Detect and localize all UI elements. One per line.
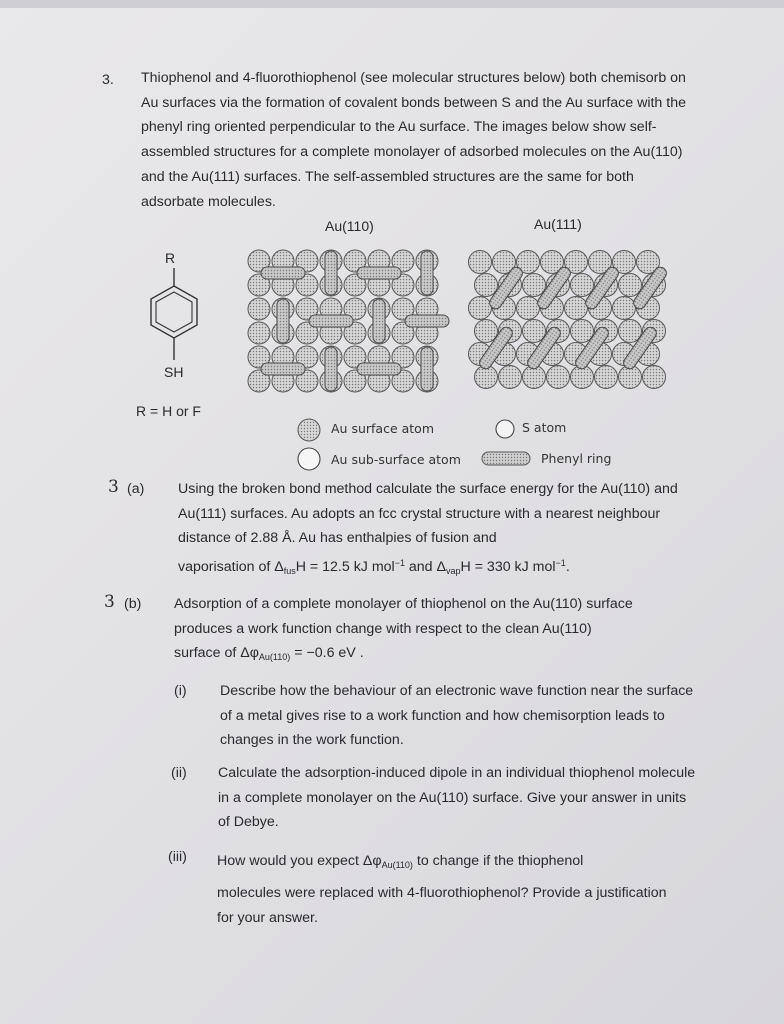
- sub-part-ii-text: Calculate the adsorption-induced dipole in an individual thiophenol molecule in a complete monolayer on the Au(110) surface. Give your answer in units of Debye.: [218, 765, 696, 831]
- phenyl-ring-icon: [480, 450, 532, 468]
- part-b-handwritten-mark: 3: [104, 592, 115, 612]
- label-au111: Au(111): [534, 216, 582, 232]
- au-surface-atom-texture: [547, 366, 570, 389]
- phenyl-ring-texture: [309, 315, 353, 327]
- au-subsurface-atom-icon: [297, 447, 321, 471]
- sub-part-iii: [168, 845, 688, 935]
- question-intro: Thiophenol and 4-fluorothiophenol (see molecular structures below) both chemisorb on Au surfaces via the formation of covalent bonds between S and the Au surface with the phenyl ring oriented perpendicular to the Au surface. The images below show self-assembled structures for a complete monolayer of adsorbed molecules on the Au(110) and the Au(111) surfaces. The self-assembled structures are the same for both adsorbate molecules.: [141, 70, 686, 210]
- au-surface-atom-texture: [517, 297, 540, 320]
- molecule-r-label: R: [165, 250, 176, 266]
- au-surface-atom-texture: [475, 320, 498, 343]
- phenyl-ring-texture: [357, 267, 401, 279]
- phenyl-ring-texture: [325, 347, 337, 391]
- sub-part-ii-numeral: (ii): [171, 765, 187, 781]
- phenyl-ring-texture: [325, 251, 337, 295]
- au-surface-atom-texture: [571, 320, 594, 343]
- au-surface-atom-texture: [469, 297, 492, 320]
- au-surface-atom-texture: [571, 274, 594, 297]
- au-surface-atom-texture: [248, 322, 270, 344]
- legend-phenyl-ring: Phenyl ring: [541, 451, 612, 466]
- sub-part-ii: [171, 761, 696, 845]
- part-a-enthalpy-line: vaporisation of $\Delta_{fus}H = 12.5$ kJ mol$^{-1}$ and $\Delta_{vap}H = 330$ kJ mol$^{-1}$.: [178, 558, 570, 577]
- phenyl-ring-texture: [421, 347, 433, 391]
- au-surface-atom-texture: [475, 274, 498, 297]
- sub-part-i-numeral: (i): [174, 683, 187, 699]
- au-surface-atom-texture: [613, 297, 636, 320]
- au111-surface-diagram: [466, 248, 664, 396]
- phenyl-ring-texture: [373, 299, 385, 343]
- sub-part-i: [174, 679, 694, 763]
- au-surface-atom-texture: [619, 274, 642, 297]
- label-au110: Au(110): [325, 218, 374, 234]
- au-surface-atom-texture: [523, 320, 546, 343]
- legend-s-atom: S atom: [522, 420, 567, 435]
- legend-au-surface-atom: Au surface atom: [331, 421, 435, 436]
- molecule-sh-label: SH: [164, 364, 184, 380]
- phenyl-ring-texture: [261, 267, 305, 279]
- question-number: 3.: [102, 72, 114, 88]
- au-surface-atom-texture: [565, 297, 588, 320]
- part-b-work-function-line: surface of $\Delta\varphi_{Au(110)} = -0.6$ eV .: [174, 645, 364, 663]
- au-surface-atom-texture: [523, 274, 546, 297]
- page-top-edge: [0, 0, 784, 8]
- au-surface-atom-texture: [619, 320, 642, 343]
- au-surface-atom-texture: [643, 366, 666, 389]
- phenyl-ring-texture: [405, 315, 449, 327]
- molecule-caption: R = H or F: [136, 403, 201, 419]
- phenyl-ring-texture: [421, 251, 433, 295]
- part-b-text: Adsorption of a complete monolayer of thiophenol on the Au(110) surface produces a work function change with respect to the clean Au(110): [174, 596, 633, 637]
- part-a-label: (a): [127, 481, 145, 497]
- au-surface-atom-texture: [595, 366, 618, 389]
- benzene-ring-structure: [146, 266, 202, 366]
- part-b-label: (b): [124, 596, 142, 612]
- legend-au-subsurface-atom: Au sub-surface atom: [331, 452, 461, 467]
- sub-part-i-text: Describe how the behaviour of an electronic wave function near the surface of a metal gives rise to a work function and how chemisorption leads to changes in the work function.: [220, 683, 694, 749]
- au-surface-atom-icon: [297, 418, 321, 442]
- au-surface-atom-texture: [248, 298, 270, 320]
- au-surface-atom-texture: [469, 251, 492, 274]
- s-atom-icon: [494, 418, 516, 440]
- phenyl-ring-texture: [357, 363, 401, 375]
- phenyl-ring-texture: [277, 299, 289, 343]
- part-a-text: Using the broken bond method calculate the surface energy for the Au(110) and Au(111) surfaces. Au adopts an fcc crystal structure with a nearest neighbour distance of 2.88 Å. Au has enthalpies of fusion and: [178, 481, 678, 547]
- sub-part-iii-numeral: (iii): [168, 849, 187, 865]
- au110-surface-diagram: [246, 248, 444, 396]
- au-surface-atom-texture: [499, 366, 522, 389]
- sub-part-iii-text: How would you expect $\Delta\varphi_{Au(110)}$ to change if the thiophenol molecules were replaced with 4-fluorothiophenol? Provide a justification for your answer.: [217, 853, 667, 926]
- part-a-handwritten-mark: 3: [108, 477, 119, 497]
- phenyl-ring-texture: [261, 363, 305, 375]
